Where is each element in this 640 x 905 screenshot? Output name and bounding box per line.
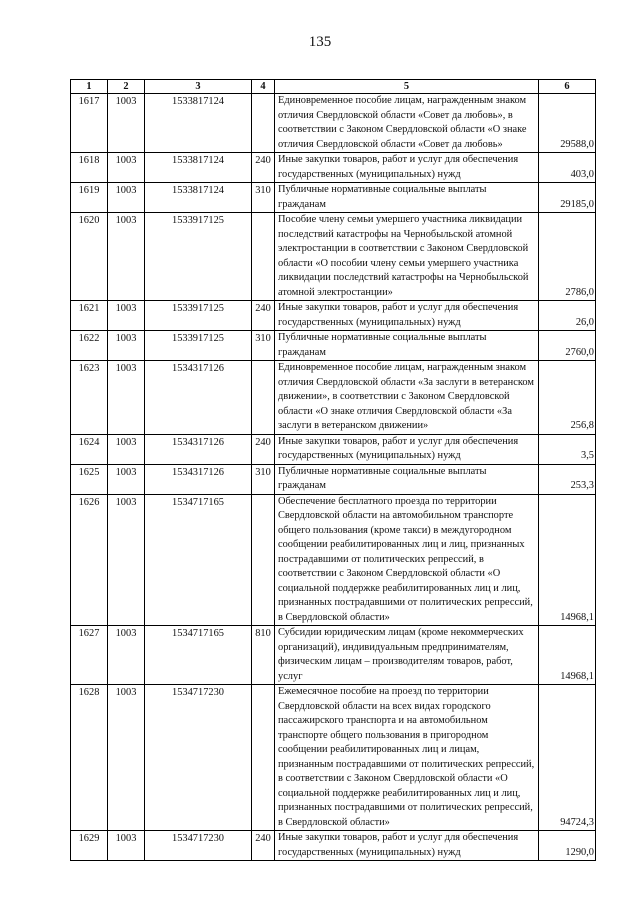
amount: 2786,0 xyxy=(539,213,596,301)
row-number: 1626 xyxy=(71,494,108,626)
table-row xyxy=(71,213,596,301)
section-code: 1003 xyxy=(108,213,145,301)
item-name: Единовременное пособие лицам, награжденным знаком отличия Свердловской области «За заслуги в ветеранском движении», в соответствии с Законом Свердловской области «О знаке отличия Свердловской области «За заслуги в ветеранском движении» xyxy=(275,361,539,435)
section-code: 1003 xyxy=(108,434,145,464)
row-number: 1620 xyxy=(71,213,108,301)
row-number: 1624 xyxy=(71,434,108,464)
item-name: Публичные нормативные социальные выплаты гражданам xyxy=(275,331,539,361)
row-number: 1628 xyxy=(71,685,108,831)
section-code: 1003 xyxy=(108,361,145,435)
amount: 403,0 xyxy=(539,153,596,183)
section-code: 1003 xyxy=(108,494,145,626)
table-row xyxy=(71,494,596,626)
amount: 14968,1 xyxy=(539,626,596,685)
section-code: 1003 xyxy=(108,301,145,331)
table-row xyxy=(71,331,596,361)
table-row xyxy=(71,153,596,183)
row-number: 1621 xyxy=(71,301,108,331)
target-code: 1534317126 xyxy=(145,434,252,464)
item-name: Пособие члену семьи умершего участника ликвидации последствий катастрофы на Чернобыльской атомной электростанции в соответствии с Законом Свердловской области «О пособии члену семьи умершего участника ликвидации последствий катастрофы на Чернобыльской атомной электростанции» xyxy=(275,213,539,301)
row-number: 1622 xyxy=(71,331,108,361)
expense-type xyxy=(252,94,275,153)
item-name: Обеспечение бесплатного проезда по территории Свердловской области на автомобильном транспорте общего пользования (кроме такси) в междугородном сообщении реабилитированных лиц и лиц, признанных пострадавшими от политических репрессий, в соответствии с Законом Свердловской области «О социальной поддержке реабилитированных лиц и лиц, признанных пострадавшими от политических репрессий, в Свердловской области» xyxy=(275,494,539,626)
table-row xyxy=(71,685,596,831)
header-row xyxy=(71,80,596,94)
expense-type xyxy=(252,361,275,435)
target-code: 1533917125 xyxy=(145,301,252,331)
column-header: 2 xyxy=(108,80,145,94)
item-name: Публичные нормативные социальные выплаты гражданам xyxy=(275,464,539,494)
target-code: 1534717230 xyxy=(145,831,252,861)
target-code: 1533917125 xyxy=(145,213,252,301)
table-row xyxy=(71,831,596,861)
table-body xyxy=(71,94,596,861)
table-row xyxy=(71,361,596,435)
table-row xyxy=(71,183,596,213)
expense-type: 240 xyxy=(252,301,275,331)
page-number: 135 xyxy=(308,34,332,50)
expense-type: 310 xyxy=(252,464,275,494)
row-number: 1629 xyxy=(71,831,108,861)
section-code: 1003 xyxy=(108,183,145,213)
section-code: 1003 xyxy=(108,626,145,685)
target-code: 1534717165 xyxy=(145,626,252,685)
table-row xyxy=(71,464,596,494)
row-number: 1623 xyxy=(71,361,108,435)
item-name: Иные закупки товаров, работ и услуг для обеспечения государственных (муниципальных) нужд xyxy=(275,434,539,464)
section-code: 1003 xyxy=(108,94,145,153)
row-number: 1627 xyxy=(71,626,108,685)
table-row xyxy=(71,301,596,331)
amount: 26,0 xyxy=(539,301,596,331)
table-row xyxy=(71,94,596,153)
item-name: Субсидии юридическим лицам (кроме некоммерческих организаций), индивидуальным предпринимателям, физическим лицам – производителям товаров, работ, услуг xyxy=(275,626,539,685)
expense-type: 310 xyxy=(252,331,275,361)
section-code: 1003 xyxy=(108,831,145,861)
section-code: 1003 xyxy=(108,464,145,494)
item-name: Публичные нормативные социальные выплаты гражданам xyxy=(275,183,539,213)
target-code: 1533817124 xyxy=(145,183,252,213)
row-number: 1618 xyxy=(71,153,108,183)
item-name: Иные закупки товаров, работ и услуг для обеспечения государственных (муниципальных) нужд xyxy=(275,153,539,183)
target-code: 1533817124 xyxy=(145,94,252,153)
section-code: 1003 xyxy=(108,331,145,361)
expense-type: 310 xyxy=(252,183,275,213)
amount: 1290,0 xyxy=(539,831,596,861)
expense-type: 810 xyxy=(252,626,275,685)
row-number: 1625 xyxy=(71,464,108,494)
expense-type xyxy=(252,213,275,301)
table-row xyxy=(71,434,596,464)
column-header: 3 xyxy=(145,80,252,94)
expense-type: 240 xyxy=(252,153,275,183)
item-name: Иные закупки товаров, работ и услуг для обеспечения государственных (муниципальных) нужд xyxy=(275,301,539,331)
amount: 29185,0 xyxy=(539,183,596,213)
amount: 14968,1 xyxy=(539,494,596,626)
column-header: 5 xyxy=(275,80,539,94)
item-name: Единовременное пособие лицам, награжденным знаком отличия Свердловской области «Совет да любовь», в соответствии с Законом Свердловской области «О знаке отличия Свердловской области «Совет да любовь» xyxy=(275,94,539,153)
target-code: 1534717230 xyxy=(145,685,252,831)
target-code: 1534317126 xyxy=(145,361,252,435)
target-code: 1533817124 xyxy=(145,153,252,183)
row-number: 1617 xyxy=(71,94,108,153)
expense-type xyxy=(252,685,275,831)
amount: 3,5 xyxy=(539,434,596,464)
expense-type: 240 xyxy=(252,831,275,861)
budget-table xyxy=(70,79,596,861)
amount: 94724,3 xyxy=(539,685,596,831)
column-header: 1 xyxy=(71,80,108,94)
column-header: 4 xyxy=(252,80,275,94)
column-header: 6 xyxy=(539,80,596,94)
target-code: 1533917125 xyxy=(145,331,252,361)
expense-type: 240 xyxy=(252,434,275,464)
amount: 2760,0 xyxy=(539,331,596,361)
section-code: 1003 xyxy=(108,685,145,831)
target-code: 1534717165 xyxy=(145,494,252,626)
row-number: 1619 xyxy=(71,183,108,213)
item-name: Ежемесячное пособие на проезд по территории Свердловской области на всех видах городского пассажирского транспорта и на автомобильном транспорте общего пользования в пригородном сообщении реабилитированных лиц и лицам, признанным пострадавшими от политических репрессий, в соответствии с Законом Свердловской области «О социальной поддержке реабилитированных лиц и лиц, признанных пострадавшими от политических репрессий, в Свердловской области» xyxy=(275,685,539,831)
amount: 29588,0 xyxy=(539,94,596,153)
item-name: Иные закупки товаров, работ и услуг для обеспечения государственных (муниципальных) нужд xyxy=(275,831,539,861)
target-code: 1534317126 xyxy=(145,464,252,494)
amount: 253,3 xyxy=(539,464,596,494)
section-code: 1003 xyxy=(108,153,145,183)
amount: 256,8 xyxy=(539,361,596,435)
table-row xyxy=(71,626,596,685)
expense-type xyxy=(252,494,275,626)
